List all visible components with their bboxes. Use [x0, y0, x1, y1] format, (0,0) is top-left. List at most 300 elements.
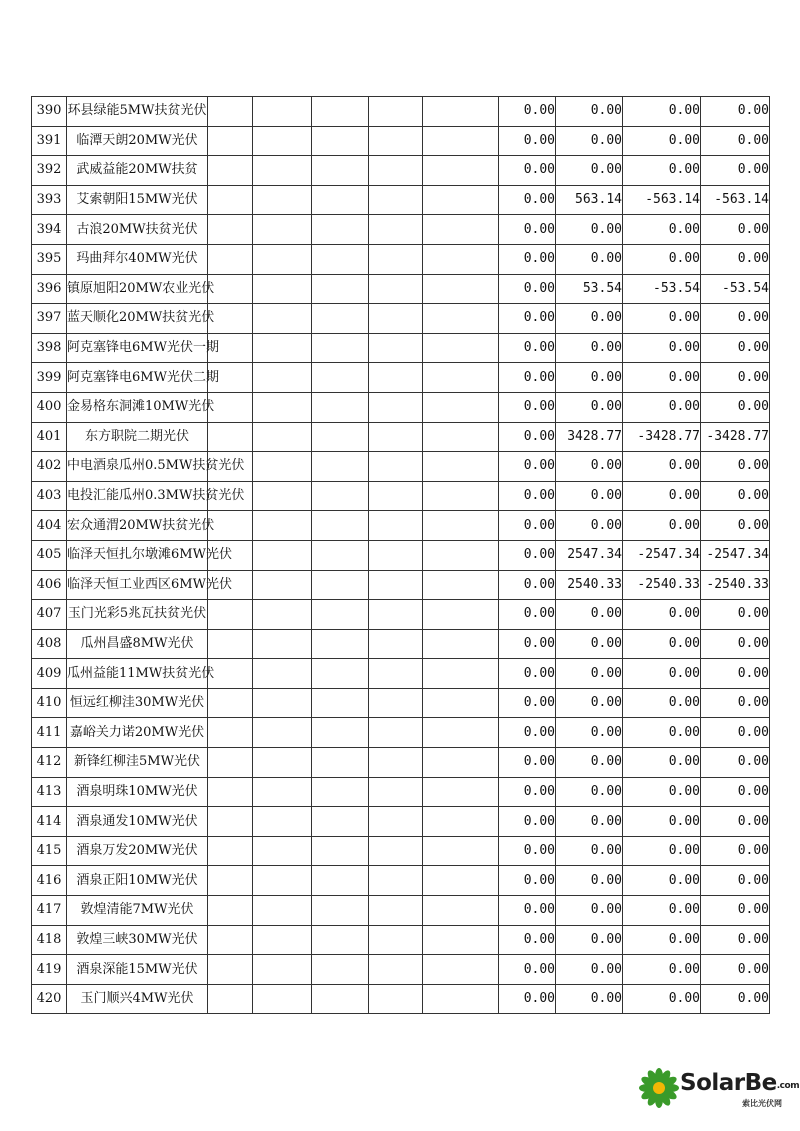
- value-4: -53.54: [701, 274, 770, 304]
- project-name: 玛曲拜尔40MW光伏: [76, 251, 198, 267]
- table-row: [32, 156, 770, 186]
- project-name-cell: [67, 748, 208, 778]
- empty-cell: [423, 422, 499, 452]
- table-row: [32, 215, 770, 245]
- empty-cell: [369, 718, 423, 748]
- value-2: 0.00: [556, 748, 623, 778]
- value-2: 0.00: [556, 984, 623, 1014]
- empty-cell: [369, 156, 423, 186]
- empty-cell: [253, 481, 312, 511]
- empty-cell: [423, 363, 499, 393]
- value-1: 0.00: [499, 481, 556, 511]
- empty-cell: [208, 156, 253, 186]
- empty-cell: [423, 215, 499, 245]
- project-name: 新锋红柳洼5MW光伏: [74, 754, 200, 770]
- project-name-cell: [67, 363, 219, 393]
- value-3: 0.00: [623, 718, 701, 748]
- empty-cell: [369, 185, 423, 215]
- value-3: 0.00: [623, 156, 701, 186]
- value-3: 0.00: [623, 244, 701, 274]
- empty-cell: [312, 629, 369, 659]
- value-2: 0.00: [556, 244, 623, 274]
- project-name: 东方职院二期光伏: [84, 428, 189, 444]
- row-number: 405: [32, 540, 67, 570]
- table-row: [32, 748, 770, 778]
- empty-cell: [369, 570, 423, 600]
- row-number: 391: [32, 126, 67, 156]
- table-row: [32, 97, 770, 127]
- table-body: [32, 97, 770, 1014]
- project-name: 金易格东洞滩10MW光伏: [67, 399, 215, 415]
- value-4: 0.00: [701, 304, 770, 334]
- row-number: 404: [32, 511, 67, 541]
- table-row: [32, 984, 770, 1014]
- project-name: 电投汇能瓜州0.3MW扶贫光伏: [67, 488, 245, 504]
- value-2: 0.00: [556, 896, 623, 926]
- table-row: [32, 333, 770, 363]
- empty-cell: [253, 244, 312, 274]
- project-name: 酒泉正阳10MW光伏: [76, 872, 198, 888]
- row-number: 403: [32, 481, 67, 511]
- value-3: 0.00: [623, 452, 701, 482]
- value-1: 0.00: [499, 925, 556, 955]
- row-number: 417: [32, 896, 67, 926]
- value-4: 0.00: [701, 244, 770, 274]
- empty-cell: [253, 777, 312, 807]
- value-2: 0.00: [556, 629, 623, 659]
- empty-cell: [253, 896, 312, 926]
- table-row: [32, 392, 770, 422]
- table-row: [32, 629, 770, 659]
- project-name-cell: [67, 836, 208, 866]
- project-name-cell: [67, 925, 208, 955]
- empty-cell: [208, 955, 253, 985]
- value-2: 0.00: [556, 836, 623, 866]
- value-4: 0.00: [701, 215, 770, 245]
- project-name-cell: [67, 955, 208, 985]
- value-4: 0.00: [701, 925, 770, 955]
- value-3: -53.54: [623, 274, 701, 304]
- empty-cell: [208, 748, 253, 778]
- project-name: 蓝天顺化20MW扶贫光伏: [67, 310, 215, 326]
- project-name: 环县绿能5MW扶贫光伏: [67, 103, 207, 119]
- row-number: 401: [32, 422, 67, 452]
- empty-cell: [312, 185, 369, 215]
- logo-wordmark: [680, 1070, 799, 1096]
- project-name-cell: [67, 807, 208, 837]
- empty-cell: [369, 748, 423, 778]
- empty-cell: [423, 896, 499, 926]
- empty-cell: [423, 659, 499, 689]
- value-4: -2540.33: [701, 570, 770, 600]
- value-3: 0.00: [623, 777, 701, 807]
- empty-cell: [423, 570, 499, 600]
- value-3: 0.00: [623, 304, 701, 334]
- value-3: 0.00: [623, 97, 701, 127]
- value-1: 0.00: [499, 452, 556, 482]
- project-name-cell: [67, 274, 215, 304]
- row-number: 402: [32, 452, 67, 482]
- empty-cell: [369, 481, 423, 511]
- row-number: 396: [32, 274, 67, 304]
- value-4: 0.00: [701, 629, 770, 659]
- project-name: 敦煌清能7MW光伏: [80, 902, 194, 918]
- value-3: 0.00: [623, 925, 701, 955]
- empty-cell: [423, 748, 499, 778]
- value-3: 0.00: [623, 807, 701, 837]
- empty-cell: [253, 866, 312, 896]
- table-row: [32, 511, 770, 541]
- empty-cell: [312, 540, 369, 570]
- empty-cell: [369, 363, 423, 393]
- value-3: 0.00: [623, 896, 701, 926]
- project-name-cell: [67, 481, 245, 511]
- table-row: [32, 600, 770, 630]
- project-name: 临潭天朗20MW光伏: [76, 132, 198, 148]
- value-4: 0.00: [701, 896, 770, 926]
- value-1: 0.00: [499, 511, 556, 541]
- empty-cell: [208, 807, 253, 837]
- empty-cell: [312, 777, 369, 807]
- empty-cell: [253, 688, 312, 718]
- value-2: 0.00: [556, 866, 623, 896]
- empty-cell: [208, 274, 253, 304]
- empty-cell: [312, 126, 369, 156]
- value-1: 0.00: [499, 422, 556, 452]
- value-1: 0.00: [499, 896, 556, 926]
- value-1: 0.00: [499, 718, 556, 748]
- empty-cell: [423, 836, 499, 866]
- value-1: 0.00: [499, 392, 556, 422]
- value-1: 0.00: [499, 244, 556, 274]
- value-1: 0.00: [499, 126, 556, 156]
- row-number: 412: [32, 748, 67, 778]
- value-4: 0.00: [701, 777, 770, 807]
- empty-cell: [369, 274, 423, 304]
- value-1: 0.00: [499, 629, 556, 659]
- value-2: 0.00: [556, 659, 623, 689]
- empty-cell: [423, 600, 499, 630]
- value-2: 0.00: [556, 452, 623, 482]
- table-row: [32, 866, 770, 896]
- logo-solar: Solar: [680, 1070, 745, 1096]
- empty-cell: [312, 422, 369, 452]
- empty-cell: [369, 659, 423, 689]
- empty-cell: [253, 97, 312, 127]
- project-name-cell: [67, 215, 208, 245]
- empty-cell: [312, 718, 369, 748]
- empty-cell: [369, 511, 423, 541]
- project-name: 酒泉深能15MW光伏: [76, 961, 198, 977]
- value-3: 0.00: [623, 333, 701, 363]
- row-number: 414: [32, 807, 67, 837]
- table-row: [32, 274, 770, 304]
- project-name: 酒泉明珠10MW光伏: [76, 783, 198, 799]
- value-1: 0.00: [499, 304, 556, 334]
- value-3: 0.00: [623, 629, 701, 659]
- project-name: 宏众通渭20MW扶贫光伏: [67, 517, 215, 533]
- empty-cell: [369, 215, 423, 245]
- empty-cell: [312, 215, 369, 245]
- empty-cell: [253, 955, 312, 985]
- project-name: 镇原旭阳20MW农业光伏: [67, 280, 215, 296]
- empty-cell: [253, 422, 312, 452]
- value-3: -563.14: [623, 185, 701, 215]
- project-name-cell: [67, 866, 208, 896]
- value-3: -3428.77: [623, 422, 701, 452]
- project-name: 酒泉万发20MW光伏: [76, 843, 198, 859]
- project-name-cell: [67, 777, 208, 807]
- empty-cell: [312, 244, 369, 274]
- empty-cell: [369, 540, 423, 570]
- project-name-cell: [67, 97, 208, 127]
- value-3: 0.00: [623, 688, 701, 718]
- empty-cell: [423, 97, 499, 127]
- project-name: 玉门光彩5兆瓦扶贫光伏: [67, 606, 207, 622]
- project-name-cell: [67, 540, 232, 570]
- value-3: 0.00: [623, 748, 701, 778]
- value-1: 0.00: [499, 807, 556, 837]
- row-number: 390: [32, 97, 67, 127]
- value-4: 0.00: [701, 126, 770, 156]
- empty-cell: [423, 777, 499, 807]
- value-2: 2540.33: [556, 570, 623, 600]
- table-row: [32, 481, 770, 511]
- table-row: [32, 896, 770, 926]
- empty-cell: [253, 126, 312, 156]
- empty-cell: [369, 126, 423, 156]
- value-4: 0.00: [701, 807, 770, 837]
- empty-cell: [312, 333, 369, 363]
- empty-cell: [423, 481, 499, 511]
- value-4: 0.00: [701, 688, 770, 718]
- value-1: 0.00: [499, 836, 556, 866]
- value-2: 0.00: [556, 363, 623, 393]
- row-number: 410: [32, 688, 67, 718]
- value-2: 3428.77: [556, 422, 623, 452]
- row-number: 415: [32, 836, 67, 866]
- value-2: 0.00: [556, 955, 623, 985]
- empty-cell: [369, 244, 423, 274]
- empty-cell: [369, 629, 423, 659]
- table-row: [32, 718, 770, 748]
- value-2: 2547.34: [556, 540, 623, 570]
- empty-cell: [312, 659, 369, 689]
- project-name-cell: [67, 452, 245, 482]
- value-4: 0.00: [701, 511, 770, 541]
- project-name-cell: [67, 244, 208, 274]
- empty-cell: [423, 126, 499, 156]
- empty-cell: [312, 363, 369, 393]
- empty-cell: [423, 540, 499, 570]
- empty-cell: [253, 363, 312, 393]
- table-row: [32, 925, 770, 955]
- value-4: 0.00: [701, 984, 770, 1014]
- project-name-cell: [67, 688, 208, 718]
- row-number: 420: [32, 984, 67, 1014]
- value-2: 0.00: [556, 718, 623, 748]
- table-row: [32, 126, 770, 156]
- row-number: 408: [32, 629, 67, 659]
- value-4: -2547.34: [701, 540, 770, 570]
- empty-cell: [253, 629, 312, 659]
- empty-cell: [208, 244, 253, 274]
- value-1: 0.00: [499, 540, 556, 570]
- row-number: 397: [32, 304, 67, 334]
- project-name: 艾索朝阳15MW光伏: [76, 192, 198, 208]
- logo-com: .com: [776, 1081, 800, 1091]
- table-row: [32, 304, 770, 334]
- empty-cell: [208, 392, 253, 422]
- value-3: 0.00: [623, 984, 701, 1014]
- value-2: 0.00: [556, 511, 623, 541]
- value-1: 0.00: [499, 984, 556, 1014]
- value-4: -3428.77: [701, 422, 770, 452]
- project-name-cell: [67, 570, 232, 600]
- value-1: 0.00: [499, 955, 556, 985]
- project-name: 古浪20MW扶贫光伏: [76, 221, 198, 237]
- project-name-cell: [67, 896, 208, 926]
- empty-cell: [253, 452, 312, 482]
- empty-cell: [208, 422, 253, 452]
- empty-cell: [423, 688, 499, 718]
- value-4: 0.00: [701, 718, 770, 748]
- project-name: 酒泉通发10MW光伏: [76, 813, 198, 829]
- empty-cell: [208, 185, 253, 215]
- value-3: 0.00: [623, 511, 701, 541]
- value-2: 0.00: [556, 156, 623, 186]
- empty-cell: [423, 333, 499, 363]
- value-4: 0.00: [701, 600, 770, 630]
- value-4: 0.00: [701, 363, 770, 393]
- empty-cell: [369, 452, 423, 482]
- empty-cell: [423, 392, 499, 422]
- row-number: 394: [32, 215, 67, 245]
- value-2: 0.00: [556, 481, 623, 511]
- value-2: 0.00: [556, 807, 623, 837]
- project-name-cell: [67, 392, 215, 422]
- value-3: 0.00: [623, 866, 701, 896]
- empty-cell: [312, 304, 369, 334]
- project-name-cell: [67, 304, 215, 334]
- value-4: 0.00: [701, 955, 770, 985]
- empty-cell: [423, 156, 499, 186]
- table-row: [32, 540, 770, 570]
- value-3: 0.00: [623, 955, 701, 985]
- empty-cell: [369, 97, 423, 127]
- empty-cell: [253, 274, 312, 304]
- empty-cell: [312, 925, 369, 955]
- empty-cell: [208, 866, 253, 896]
- empty-cell: [312, 896, 369, 926]
- value-1: 0.00: [499, 659, 556, 689]
- empty-cell: [369, 836, 423, 866]
- empty-cell: [312, 452, 369, 482]
- project-name: 玉门顺兴4MW光伏: [80, 991, 194, 1007]
- value-3: 0.00: [623, 215, 701, 245]
- empty-cell: [423, 452, 499, 482]
- value-1: 0.00: [499, 570, 556, 600]
- row-number: 393: [32, 185, 67, 215]
- table-row: [32, 244, 770, 274]
- empty-cell: [253, 807, 312, 837]
- project-name-cell: [67, 718, 208, 748]
- empty-cell: [423, 511, 499, 541]
- empty-cell: [312, 866, 369, 896]
- logo-be: Be: [744, 1070, 777, 1096]
- row-number: 416: [32, 866, 67, 896]
- value-2: 0.00: [556, 215, 623, 245]
- value-3: 0.00: [623, 659, 701, 689]
- value-4: 0.00: [701, 392, 770, 422]
- value-4: 0.00: [701, 659, 770, 689]
- empty-cell: [369, 984, 423, 1014]
- row-number: 395: [32, 244, 67, 274]
- value-1: 0.00: [499, 185, 556, 215]
- empty-cell: [369, 688, 423, 718]
- empty-cell: [253, 156, 312, 186]
- empty-cell: [208, 896, 253, 926]
- table-row: [32, 688, 770, 718]
- empty-cell: [312, 97, 369, 127]
- table-row: [32, 452, 770, 482]
- value-3: -2547.34: [623, 540, 701, 570]
- empty-cell: [208, 836, 253, 866]
- row-number: 407: [32, 600, 67, 630]
- empty-cell: [423, 629, 499, 659]
- empty-cell: [253, 570, 312, 600]
- empty-cell: [423, 274, 499, 304]
- value-1: 0.00: [499, 688, 556, 718]
- empty-cell: [208, 600, 253, 630]
- empty-cell: [423, 866, 499, 896]
- empty-cell: [312, 600, 369, 630]
- value-1: 0.00: [499, 866, 556, 896]
- project-name: 阿克塞锋电6MW光伏一期: [67, 340, 219, 356]
- empty-cell: [253, 540, 312, 570]
- project-name-cell: [67, 511, 215, 541]
- empty-cell: [423, 955, 499, 985]
- value-3: 0.00: [623, 392, 701, 422]
- value-1: 0.00: [499, 215, 556, 245]
- empty-cell: [208, 126, 253, 156]
- value-4: 0.00: [701, 156, 770, 186]
- empty-cell: [253, 984, 312, 1014]
- project-name: 武威益能20MW扶贫: [76, 162, 198, 178]
- empty-cell: [369, 955, 423, 985]
- empty-cell: [253, 836, 312, 866]
- empty-cell: [208, 659, 253, 689]
- project-name-cell: [67, 333, 219, 363]
- project-name-cell: [67, 156, 208, 186]
- project-name-cell: [67, 629, 208, 659]
- empty-cell: [369, 600, 423, 630]
- row-number: 419: [32, 955, 67, 985]
- value-1: 0.00: [499, 600, 556, 630]
- empty-cell: [253, 215, 312, 245]
- project-name-cell: [67, 984, 208, 1014]
- table-row: [32, 836, 770, 866]
- project-name-cell: [67, 659, 215, 689]
- empty-cell: [208, 304, 253, 334]
- value-2: 0.00: [556, 688, 623, 718]
- project-name: 敦煌三峡30MW光伏: [76, 931, 198, 947]
- empty-cell: [312, 748, 369, 778]
- empty-cell: [208, 984, 253, 1014]
- empty-cell: [369, 422, 423, 452]
- empty-cell: [423, 244, 499, 274]
- value-2: 0.00: [556, 392, 623, 422]
